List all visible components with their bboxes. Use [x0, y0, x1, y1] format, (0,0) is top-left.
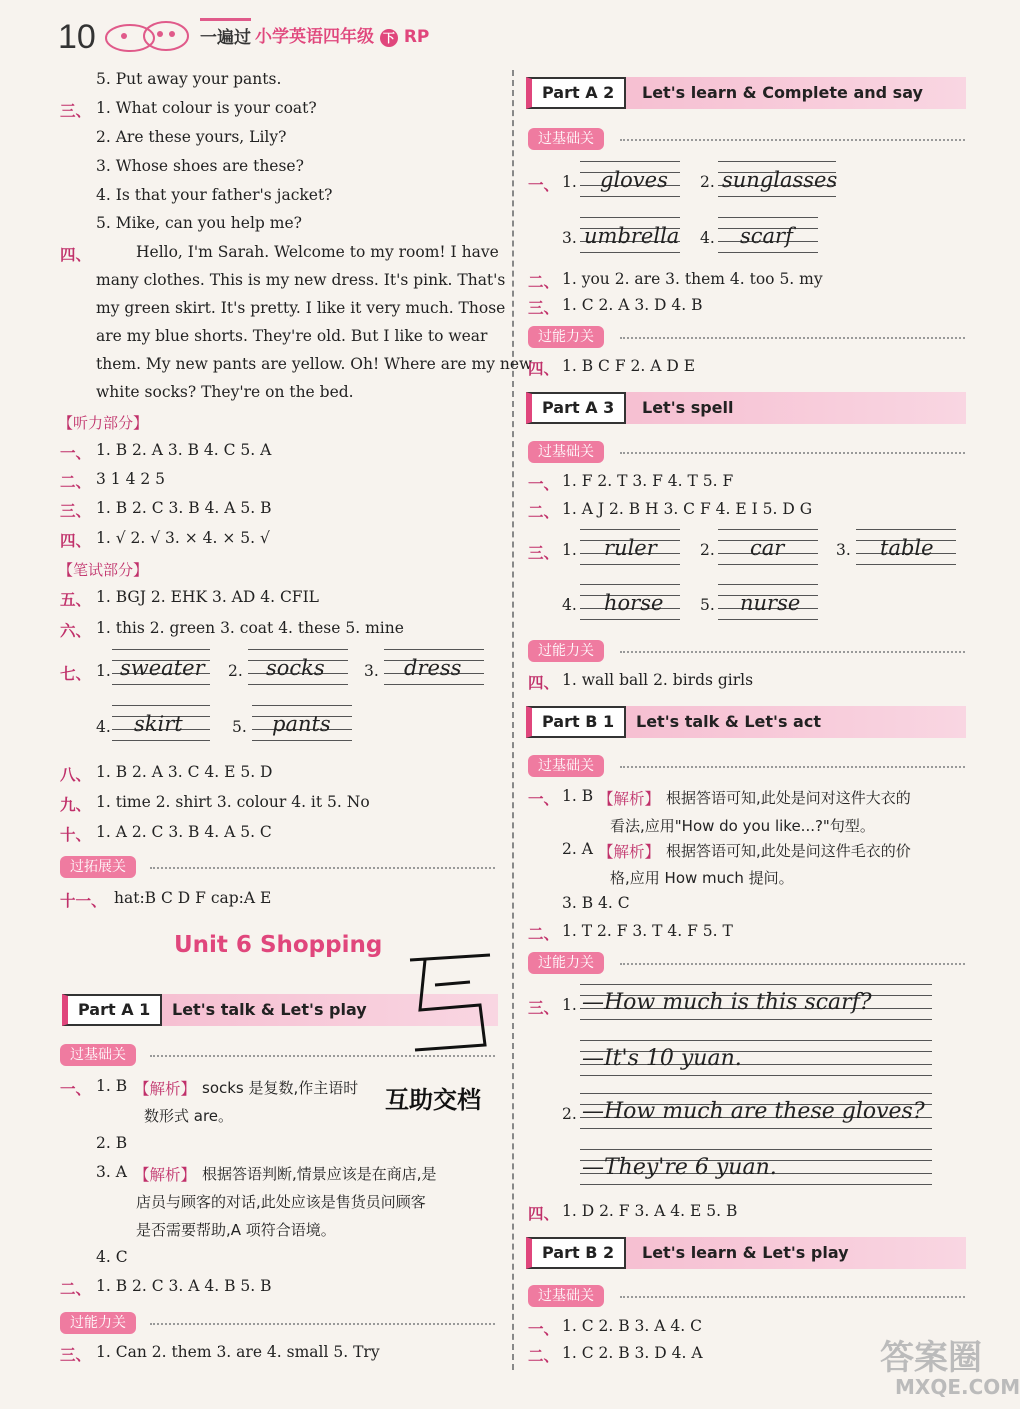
- handwritten-word: nurse: [740, 591, 801, 615]
- subject-title: 小学英语四年级 下 RP: [255, 27, 430, 47]
- part-header: [526, 77, 966, 109]
- explanation-text: 根据答语可知,此处是问对这件大衣的: [666, 789, 911, 807]
- writing-tag: 【笔试部分】: [58, 561, 149, 579]
- answer-line: 1. B: [562, 787, 594, 805]
- section-number: 九、: [60, 796, 92, 814]
- item-number: 5.: [700, 596, 715, 614]
- page-number: 10: [58, 18, 96, 56]
- item-number: 1.: [562, 541, 577, 559]
- part-header: [526, 392, 966, 424]
- answer-line: 1. A J 2. B H 3. C F 4. E I 5. D G: [562, 500, 813, 518]
- answer-line: 3. A: [96, 1163, 127, 1181]
- handwritten-sentence: —They're 6 yuan.: [582, 1155, 777, 1180]
- answer-line: 1. C 2. A 3. D 4. B: [562, 296, 703, 314]
- answer-line: 1. D 2. F 3. A 4. E 5. B: [562, 1202, 738, 1220]
- section-tab-basic: 过基础关: [528, 441, 604, 463]
- part-label: Part A 2: [526, 77, 626, 109]
- section-number: 一、: [528, 176, 560, 194]
- explanation-text: 根据答语可知,此处是问这件毛衣的价: [666, 842, 911, 860]
- passage-line: are my blue shorts. They're old. But I like to wear: [96, 327, 488, 345]
- answer-line: 2. Are these yours, Lily?: [96, 128, 287, 146]
- part-title: Let's learn & Let's play: [642, 1243, 849, 1262]
- explanation-text: 看法,应用"How do you like...?"句型。: [610, 817, 875, 835]
- dotted-rule: [150, 867, 495, 869]
- explanation-tag: 【解析】: [598, 843, 661, 861]
- section-number: 三、: [528, 999, 560, 1017]
- item-number: 2.: [700, 541, 715, 559]
- cartoon-decoration-icon: [100, 14, 195, 56]
- answer-line: 1. A 2. C 3. B 4. A 5. C: [96, 823, 272, 841]
- section-number: 二、: [528, 1347, 560, 1365]
- answer-line: 1. B 2. A 3. B 4. C 5. A: [96, 441, 272, 459]
- item-number: 1.: [562, 996, 577, 1014]
- section-number: 三、: [528, 299, 560, 317]
- explanation-text: 是否需要帮助,A 项符合语境。: [136, 1221, 336, 1239]
- answer-line: 5. Mike, can you help me?: [96, 214, 302, 232]
- handwritten-word: table: [880, 536, 934, 560]
- brand-logo: 一遍过: [200, 18, 251, 48]
- section-tab-basic: 过基础关: [528, 755, 604, 777]
- answer-line: 3. B 4. C: [562, 894, 630, 912]
- answer-line: 1. time 2. shirt 3. colour 4. it 5. No: [96, 793, 370, 811]
- watermark-url: MXQE.COM: [895, 1375, 1020, 1399]
- section-number: 四、: [60, 532, 92, 550]
- handwritten-sentence: —How much is this scarf?: [582, 990, 872, 1015]
- handwritten-word: dress: [404, 656, 462, 680]
- dotted-rule: [620, 766, 965, 768]
- handwritten-word: car: [750, 536, 785, 560]
- answer-line: 1. B C F 2. A D E: [562, 357, 696, 375]
- item-number: 4.: [700, 229, 715, 247]
- handwritten-word: gloves: [600, 168, 668, 192]
- section-number: 十一、: [60, 892, 107, 910]
- part-label: Part A 3: [526, 392, 626, 424]
- part-title: Let's learn & Complete and say: [642, 83, 923, 102]
- answer-line: 1. you 2. are 3. them 4. too 5. my: [562, 270, 823, 288]
- section-number: 七、: [60, 665, 92, 683]
- section-number: 十、: [60, 826, 92, 844]
- passage-line: Hello, I'm Sarah. Welcome to my room! I have: [136, 243, 499, 261]
- dotted-rule: [620, 651, 965, 653]
- handwritten-word: ruler: [604, 536, 657, 560]
- handwritten-word: skirt: [134, 712, 183, 736]
- part-label: Part B 2: [526, 1237, 626, 1269]
- answer-line: 2. A: [562, 840, 593, 858]
- section-number: 二、: [528, 925, 560, 943]
- answer-line: 4. Is that your father's jacket?: [96, 186, 333, 204]
- answer-line: 1. C 2. B 3. D 4. A: [562, 1344, 703, 1362]
- answer-line: 1. √ 2. √ 3. × 4. × 5. √: [96, 529, 270, 547]
- section-number: 五、: [60, 591, 92, 609]
- answer-line: 1. C 2. B 3. A 4. C: [562, 1317, 702, 1335]
- answer-line: 1. B 2. C 3. A 4. B 5. B: [96, 1277, 272, 1295]
- answer-line: 2. B: [96, 1134, 128, 1152]
- item-number: 3.: [562, 229, 577, 247]
- answer-line: 1. Can 2. them 3. are 4. small 5. Try: [96, 1343, 380, 1361]
- section-number: 四、: [60, 246, 92, 264]
- item-number: 3.: [836, 541, 851, 559]
- handwritten-scribble-icon: [395, 940, 505, 1070]
- passage-line: many clothes. This is my new dress. It's pink. That's: [96, 271, 506, 289]
- answer-line: 3 1 4 2 5: [96, 470, 166, 488]
- section-number: 六、: [60, 622, 92, 640]
- answer-line: 1. F 2. T 3. F 4. T 5. F: [562, 472, 734, 490]
- section-number: 二、: [60, 473, 92, 491]
- explanation-text: 根据答语判断,情景应该是在商店,是: [202, 1165, 437, 1183]
- watermark-logo: 答案圈: [880, 1338, 982, 1378]
- section-number: 一、: [60, 1080, 92, 1098]
- section-number: 二、: [60, 1280, 92, 1298]
- dotted-rule: [620, 452, 965, 454]
- section-number: 三、: [60, 1346, 92, 1364]
- item-number: 5.: [232, 718, 247, 736]
- part-title: Let's talk & Let's act: [636, 712, 821, 731]
- item-number: 2.: [562, 1105, 577, 1123]
- answer-line: 1. B 2. C 3. B 4. A 5. B: [96, 499, 272, 517]
- part-label: Part B 1: [526, 706, 626, 738]
- section-number: 三、: [60, 502, 92, 520]
- section-number: 二、: [528, 503, 560, 521]
- handwritten-word: scarf: [740, 224, 793, 248]
- answer-line: 1. T 2. F 3. T 4. F 5. T: [562, 922, 733, 940]
- part-header: [526, 1237, 966, 1269]
- section-number: 一、: [528, 790, 560, 808]
- dotted-rule: [150, 1323, 495, 1325]
- handwritten-sentence: —It's 10 yuan.: [582, 1046, 742, 1071]
- explanation-tag: 【解析】: [134, 1080, 197, 1098]
- answer-line: 1. What colour is your coat?: [96, 99, 317, 117]
- section-tab-basic: 过基础关: [528, 1285, 604, 1307]
- answer-line: 5. Put away your pants.: [96, 70, 282, 88]
- listening-tag: 【听力部分】: [58, 414, 149, 432]
- dotted-rule: [620, 139, 965, 141]
- item-number: 4.: [96, 718, 111, 736]
- handwritten-word: socks: [266, 656, 325, 680]
- unit-title: Unit 6 Shopping: [174, 932, 383, 958]
- item-number: 2.: [228, 662, 243, 680]
- part-header: [526, 706, 966, 738]
- answer-line: 1. wall ball 2. birds girls: [562, 671, 754, 689]
- section-number: 四、: [528, 360, 560, 378]
- section-number: 一、: [60, 444, 92, 462]
- handwritten-word: pants: [272, 712, 331, 736]
- explanation-tag: 【解析】: [134, 1166, 197, 1184]
- section-number: 八、: [60, 766, 92, 784]
- section-tab-basic: 过基础关: [528, 128, 604, 150]
- handwritten-word: sweater: [120, 656, 205, 680]
- explanation-tag: 【解析】: [598, 790, 661, 808]
- explanation-text: socks 是复数,作主语时: [202, 1079, 359, 1097]
- section-tab-basic: 过基础关: [60, 1044, 136, 1066]
- item-number: 2.: [700, 173, 715, 191]
- dotted-rule: [620, 337, 965, 339]
- part-label: Part A 1: [62, 994, 162, 1026]
- section-number: 四、: [528, 674, 560, 692]
- handwritten-stamp: 互助交档: [385, 1086, 481, 1114]
- section-tab-ability: 过能力关: [528, 326, 604, 348]
- dotted-rule: [620, 963, 965, 965]
- dotted-rule: [620, 1296, 965, 1298]
- section-number: 一、: [528, 475, 560, 493]
- section-number: 一、: [528, 1320, 560, 1338]
- section-number: 四、: [528, 1205, 560, 1223]
- answer-line: hat:B C D F cap:A E: [114, 889, 272, 907]
- explanation-text: 数形式 are。: [144, 1107, 234, 1125]
- answer-line: 3. Whose shoes are these?: [96, 157, 304, 175]
- answer-line: 1. BGJ 2. EHK 3. AD 4. CFIL: [96, 588, 319, 606]
- answer-line: 4. C: [96, 1248, 128, 1266]
- item-number: 1.: [96, 662, 111, 680]
- handwritten-word: sunglasses: [722, 168, 838, 192]
- section-tab-ability: 过能力关: [528, 640, 604, 662]
- part-title: Let's spell: [642, 398, 734, 417]
- passage-line: my green skirt. It's pretty. I like it very much. Those: [96, 299, 506, 317]
- passage-line: white socks? They're on the bed.: [96, 383, 354, 401]
- section-tab-ability: 过能力关: [528, 952, 604, 974]
- section-number: 三、: [60, 102, 92, 120]
- item-number: 3.: [364, 662, 379, 680]
- explanation-text: 店员与顾客的对话,此处应该是售货员问顾客: [136, 1193, 426, 1211]
- section-number: 二、: [528, 273, 560, 291]
- answer-line: 1. B: [96, 1077, 128, 1095]
- part-title: Let's talk & Let's play: [172, 1000, 367, 1019]
- explanation-text: 格,应用 How much 提问。: [610, 869, 794, 887]
- section-number: 三、: [528, 544, 560, 562]
- handwritten-word: umbrella: [584, 224, 680, 248]
- section-tab-extend: 过拓展关: [60, 856, 136, 878]
- handwritten-sentence: —How much are these gloves?: [582, 1099, 925, 1124]
- item-number: 1.: [562, 173, 577, 191]
- column-divider: [512, 70, 514, 1370]
- item-number: 4.: [562, 596, 577, 614]
- section-tab-ability: 过能力关: [60, 1312, 136, 1334]
- passage-line: them. My new pants are yellow. Oh! Where are my new: [96, 355, 533, 373]
- handwritten-word: horse: [604, 591, 664, 615]
- answer-line: 1. this 2. green 3. coat 4. these 5. mine: [96, 619, 404, 637]
- answer-line: 1. B 2. A 3. C 4. E 5. D: [96, 763, 273, 781]
